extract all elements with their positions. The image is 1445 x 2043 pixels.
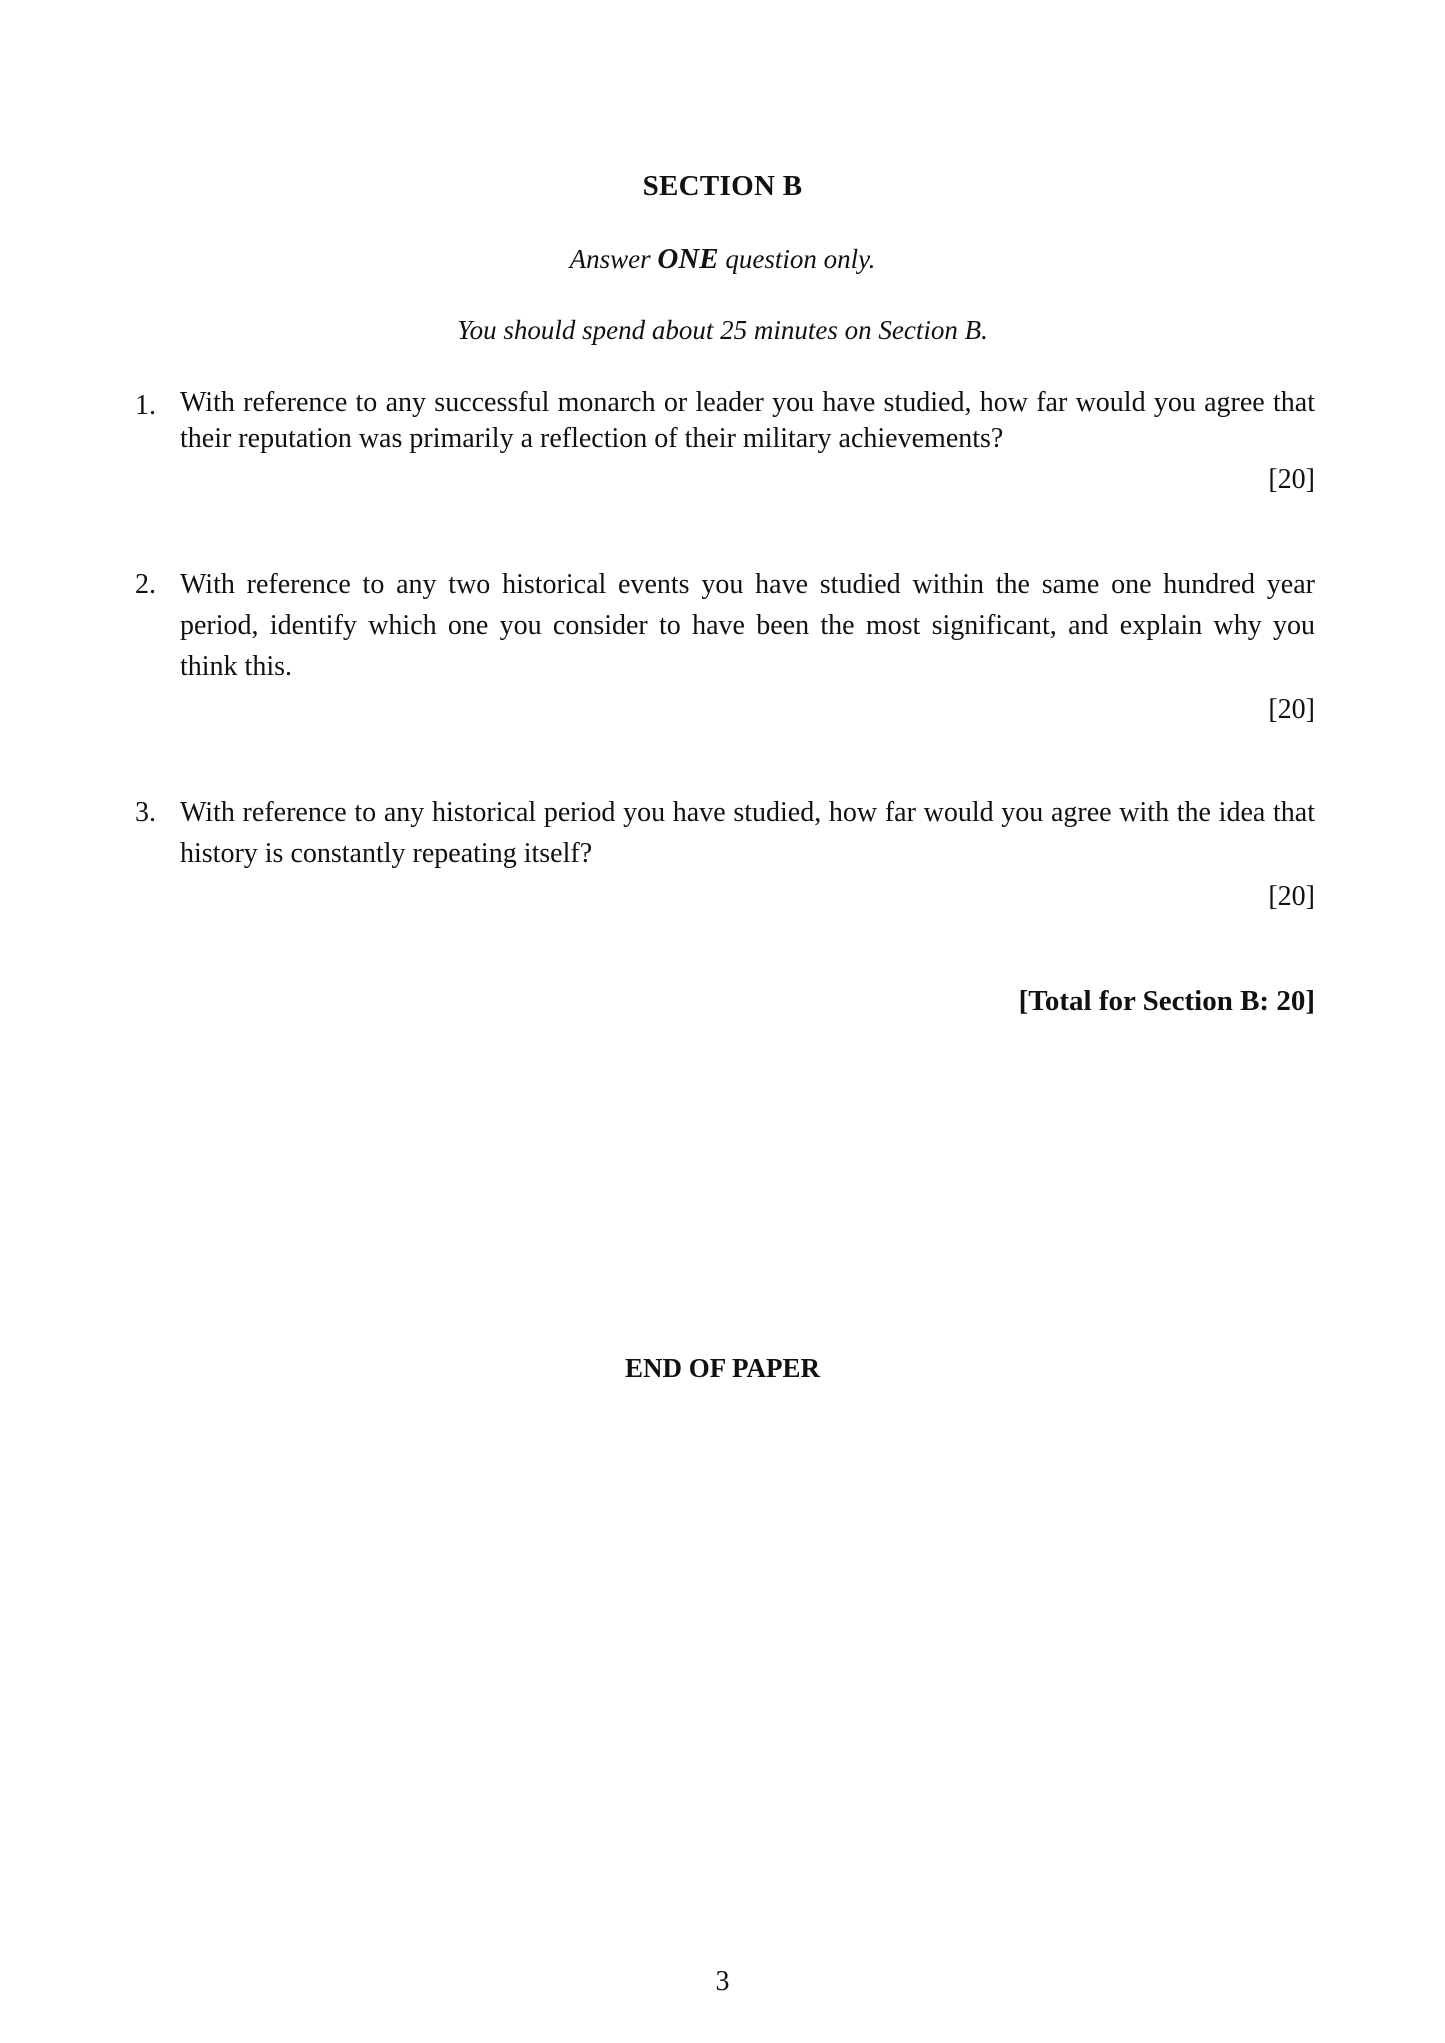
question-text: With reference to any two historical events you have studied within the same one hundred year period, identify which one you consider to have been the most significant, and explain why you think this. <box>180 569 1315 682</box>
question-marks: [20] <box>1268 881 1315 912</box>
instruction-emphasis: ONE <box>657 243 719 275</box>
section-title: SECTION B <box>642 170 803 202</box>
question-marks: [20] <box>1268 464 1315 495</box>
section-total: [Total for Section B: 20] <box>1018 985 1315 1017</box>
question-number: 2. <box>135 569 156 600</box>
time-instruction: You should spend about 25 minutes on Section B. <box>457 315 988 345</box>
answer-instruction <box>0 243 1445 276</box>
question-marks: [20] <box>1268 694 1315 725</box>
question-number: 1. <box>135 390 156 421</box>
question-text: With reference to any historical period you have studied, how far would you agree with the idea that history is constantly repeating itself? <box>180 797 1315 869</box>
question-1 <box>135 385 1315 500</box>
instruction-prefix: Answer <box>569 244 651 274</box>
question-text: With reference to any successful monarch or leader you have studied, how far would you agree that their reputation was primarily a reflection of their military achievements? <box>180 387 1315 454</box>
question-3 <box>135 792 1315 917</box>
question-2 <box>135 564 1315 730</box>
instruction-suffix: question only. <box>725 244 876 274</box>
question-number: 3. <box>135 797 156 828</box>
end-of-paper: END OF PAPER <box>625 1353 820 1383</box>
page-number: 3 <box>715 1966 730 1997</box>
